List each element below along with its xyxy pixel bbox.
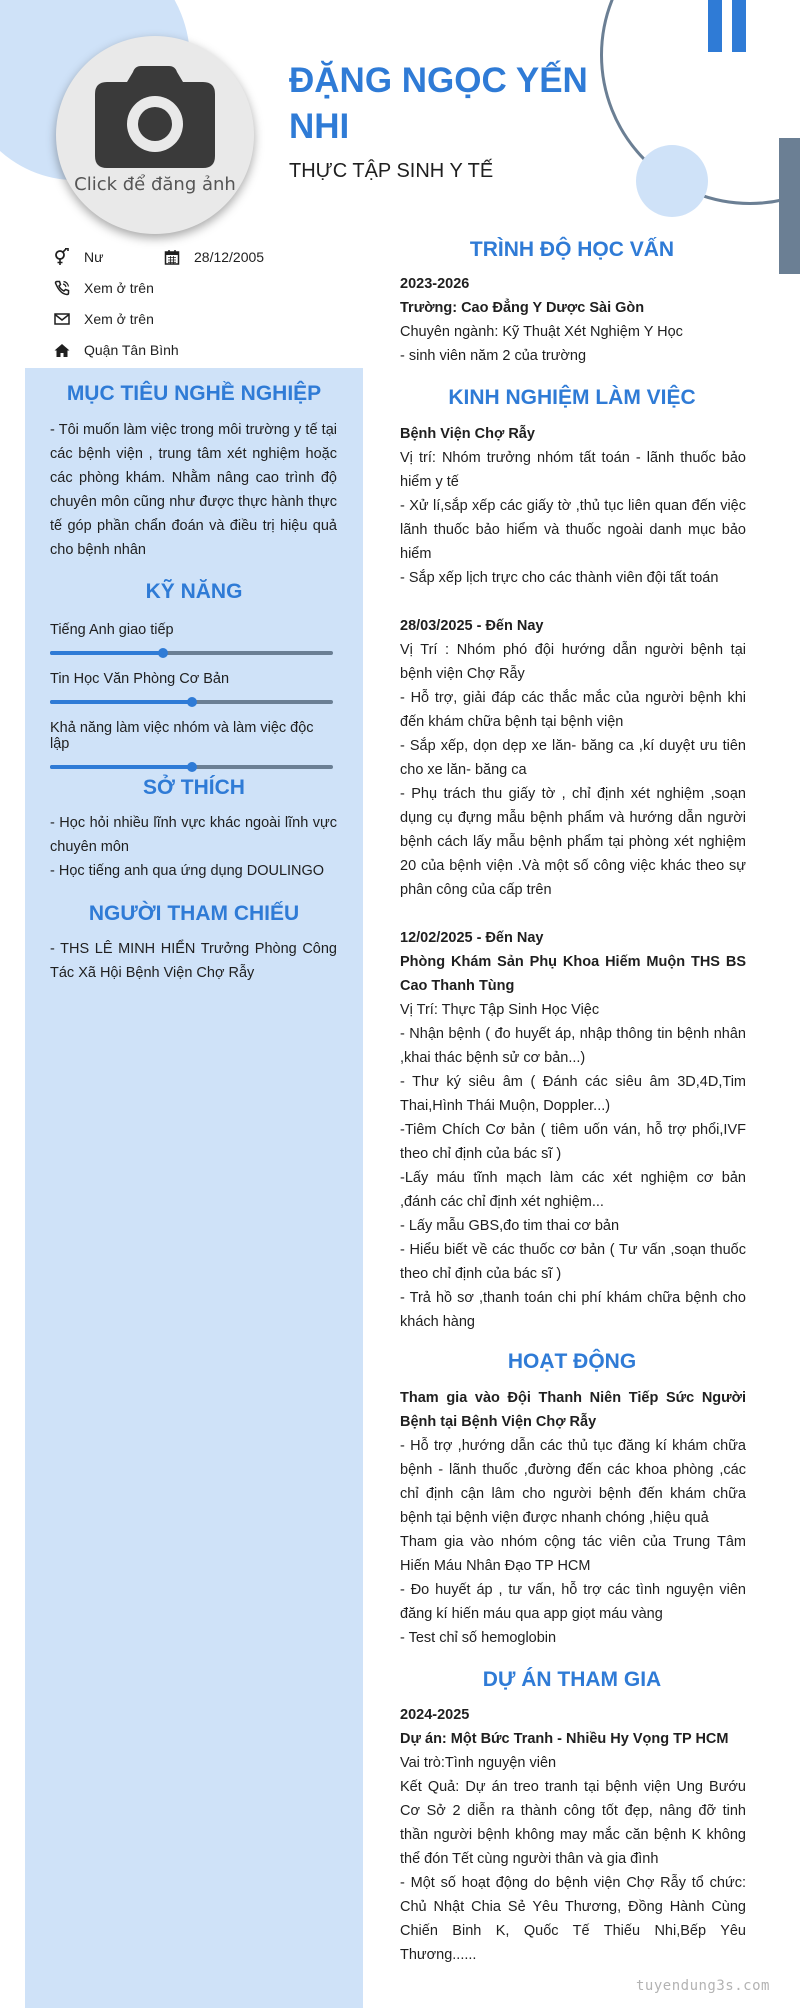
contact-birthday [161, 248, 264, 266]
skill-bar-fill [50, 765, 192, 769]
job-line: -Tiêm Chích Cơ bản ( tiêm uốn ván, hỗ trợ phổi,IVF theo chỉ định của bác sĩ ) [400, 1122, 746, 1162]
activity-heading: Tham gia vào Đội Thanh Niên Tiếp Sức Người Bệnh tại Bệnh Viện Chợ Rẫy [400, 1390, 746, 1430]
activity-line: - Hỗ trợ ,hướng dẫn các thủ tục đăng kí khám chữa bệnh - lãnh thuốc ,đường đến các khoa phòng ,các chỉ định cận lâm cho người bệnh đến khám chữa bệnh tại bệnh viện được nhanh chóng ,hiệu quả [400, 1438, 746, 1526]
education-note: - sinh viên năm 2 của trường [400, 348, 587, 364]
hobbies-title: SỞ THÍCH [143, 776, 245, 799]
camera-icon [93, 64, 217, 168]
hobby-item: - Học tiếng anh qua ứng dụng DOULINGO [50, 863, 325, 879]
calendar-icon [161, 248, 183, 266]
project-name: Dự án: Một Bức Tranh - Nhiều Hy Vọng TP HCM [400, 1731, 729, 1747]
job-company: Phòng Khám Sản Phụ Khoa Hiếm Muộn THS BS Cao Thanh Tùng [400, 954, 746, 994]
job-line: Vị Trí : Nhóm phó đội hướng dẫn người bệnh tại bệnh viện Chợ Rẫy [400, 642, 746, 682]
job-line: - Thư ký siêu âm ( Đánh các siêu âm 3D,4D,Tim Thai,Hình Thái Muộn, Doppler...) [400, 1074, 746, 1114]
decor-dot-top-right [636, 145, 708, 217]
job-line: - Phụ trách thu giấy tờ , chỉ định xét nghiệm ,soạn dụng cụ đựng mẫu bệnh phẩm và hướng dẫn người bệnh cách lấy mẫu bệnh phẩm tại phòng xét nghiệm 20 của bệnh viện .Và một số công việc khác theo sự phân công của cấp trên [400, 786, 746, 898]
project-line: - Một số hoạt động do bệnh viện Chợ Rẫy tổ chức: Chủ Nhật Chia Sẻ Yêu Thương, Đồng Hành Cùng Chiến Binh K, Quốc Tế Thiếu Nhi,Bếp Yêu Thương...... [400, 1875, 746, 1963]
references-text: - THS LÊ MINH HIỂN Trưởng Phòng Công Tác Xã Hội Bệnh Viện Chợ Rẫy [50, 941, 337, 981]
skill-bar [50, 700, 333, 704]
decor-side-bar [779, 138, 800, 274]
job-line: - Nhận bệnh ( đo huyết áp, nhập thông tin bệnh nhân ,khai thác bệnh sử cơ bản...) [400, 1026, 746, 1066]
job-line: Vị trí: Nhóm trưởng nhóm tất toán - lãnh thuốc bảo hiểm y tế [400, 450, 746, 490]
photo-caption: Click để đăng ảnh [74, 174, 236, 195]
job-company: Bệnh Viện Chợ Rẫy [400, 426, 535, 442]
job-period: 28/03/2025 - Đến Nay [400, 618, 544, 634]
contact-phone [51, 279, 154, 297]
skill-item [50, 720, 333, 769]
birthday-text: 28/12/2005 [194, 249, 265, 265]
hobbies-list [50, 811, 337, 883]
activity-line: Tham gia vào nhóm cộng tác viên của Trung Tâm Hiến Máu Nhân Đạo TP HCM [400, 1534, 746, 1574]
contact-email [51, 310, 154, 328]
project-period: 2024-2025 [400, 1707, 470, 1723]
experience-title: KINH NGHIỆM LÀM VIỆC [448, 386, 696, 409]
skill-bar [50, 765, 333, 769]
projects-title: DỰ ÁN THAM GIA [482, 1668, 662, 1691]
job-line: Vị Trí: Thực Tập Sinh Học Việc [400, 1002, 600, 1018]
job-line: - Trả hồ sơ ,thanh toán chi phí khám chữa bệnh cho khách hàng [400, 1290, 746, 1330]
job-line: - Hiểu biết về các thuốc cơ bản ( Tư vấn ,soạn thuốc theo chỉ định của bác sĩ ) [400, 1242, 746, 1282]
project-line: Kết Quả: Dự án treo tranh tại bệnh viện Ung Bướu Cơ Sở 2 diễn ra thành công tốt đẹp, nâng đỡ tinh thần người bệnh không may mắc căn bệnh K không thể đón Tết cùng người thân và gia đình [400, 1779, 746, 1867]
candidate-position: THỰC TẬP SINH Y TẾ [289, 160, 494, 182]
decor-bar [732, 0, 746, 52]
projects-block [400, 1703, 746, 1967]
skill-bar-fill [50, 651, 163, 655]
job-line: - Sắp xếp, dọn dẹp xe lăn- băng ca ,kí duyệt ưu tiên cho xe lăn- băng ca [400, 738, 746, 778]
skill-label: Khả năng làm việc nhóm và làm việc độc lập [50, 720, 314, 752]
experience-job [400, 422, 746, 590]
candidate-name: ĐẶNG NGỌC YẾN NHI [289, 61, 588, 146]
skill-label: Tin Học Văn Phòng Cơ Bản [50, 671, 230, 687]
job-line: - Hỗ trợ, giải đáp các thắc mắc của người bệnh khi đến khám chữa bệnh tại bệnh viện [400, 690, 746, 730]
email-icon [51, 310, 73, 328]
education-title: TRÌNH ĐỘ HỌC VẤN [469, 238, 675, 261]
skills-title: KỸ NĂNG [145, 580, 243, 603]
skill-bar-knob [187, 762, 197, 772]
left-panel [25, 368, 363, 2008]
project-line: Vai trò:Tình nguyện viên [400, 1755, 557, 1771]
email-text: Xem ở trên [84, 311, 154, 327]
objective-title: MỤC TIÊU NGHỀ NGHIỆP [66, 382, 322, 405]
gender-icon [51, 248, 73, 266]
phone-icon [51, 279, 73, 297]
experience-job [400, 614, 746, 902]
objective-text: - Tôi muốn làm việc trong môi trường y tế tại các bệnh viện , trung tâm xét nghiệm hoặc các phòng khám. Nhằm nâng cao trình độ chuyên môn cũng như được thực hành thực tế góp phần chẩn đoán và điều trị hiệu quả cho bệnh nhân [50, 422, 337, 558]
experience-job [400, 926, 746, 1334]
address-text: Quận Tân Bình [84, 342, 179, 358]
activity-line: - Test chỉ số hemoglobin [400, 1630, 557, 1646]
education-school: Trường: Cao Đẳng Y Dược Sài Gòn [400, 300, 645, 316]
skill-bar-fill [50, 700, 192, 704]
activities-title: HOẠT ĐỘNG [507, 1350, 637, 1373]
job-line: - Xử lí,sắp xếp các giấy tờ ,thủ tục liên quan đến việc lãnh thuốc bảo hiểm và thuốc ngoài danh mục bảo hiểm [400, 498, 746, 562]
contact-address [51, 341, 179, 359]
activity-line: - Đo huyết áp , tư vấn, hỗ trợ các tình nguyện viên đăng kí hiến máu qua app giọt máu vàng [400, 1582, 746, 1622]
skill-item [50, 671, 333, 704]
education-major: Chuyên ngành: Kỹ Thuật Xét Nghiệm Y Học [400, 324, 683, 340]
skill-label: Tiếng Anh giao tiếp [50, 622, 174, 638]
job-line: - Lấy mẫu GBS,đo tim thai cơ bản [400, 1218, 620, 1234]
photo-upload[interactable] [56, 36, 254, 234]
watermark: tuyendung3s.com [636, 1978, 770, 1994]
decor-bar [708, 0, 722, 52]
skill-bar-knob [187, 697, 197, 707]
education-block [400, 272, 746, 368]
skill-item [50, 622, 333, 655]
job-line: - Sắp xếp lịch trực cho các thành viên đội tất toán [400, 570, 719, 586]
education-period: 2023-2026 [400, 276, 470, 292]
hobby-item: - Học hỏi nhiều lĩnh vực khác ngoài lĩnh vực chuyên môn [50, 815, 337, 855]
job-line: -Lấy máu tĩnh mạch làm các xét nghiệm cơ bản ,đánh các chỉ định xét nghiệm... [400, 1170, 746, 1210]
job-period: 12/02/2025 - Đến Nay [400, 930, 544, 946]
contact-gender [51, 248, 103, 266]
activities-block [400, 1386, 746, 1650]
phone-text: Xem ở trên [84, 280, 154, 296]
skill-bar [50, 651, 333, 655]
references-title: NGƯỜI THAM CHIẾU [88, 902, 300, 925]
home-icon [51, 341, 73, 359]
gender-text: Nư [84, 249, 104, 265]
